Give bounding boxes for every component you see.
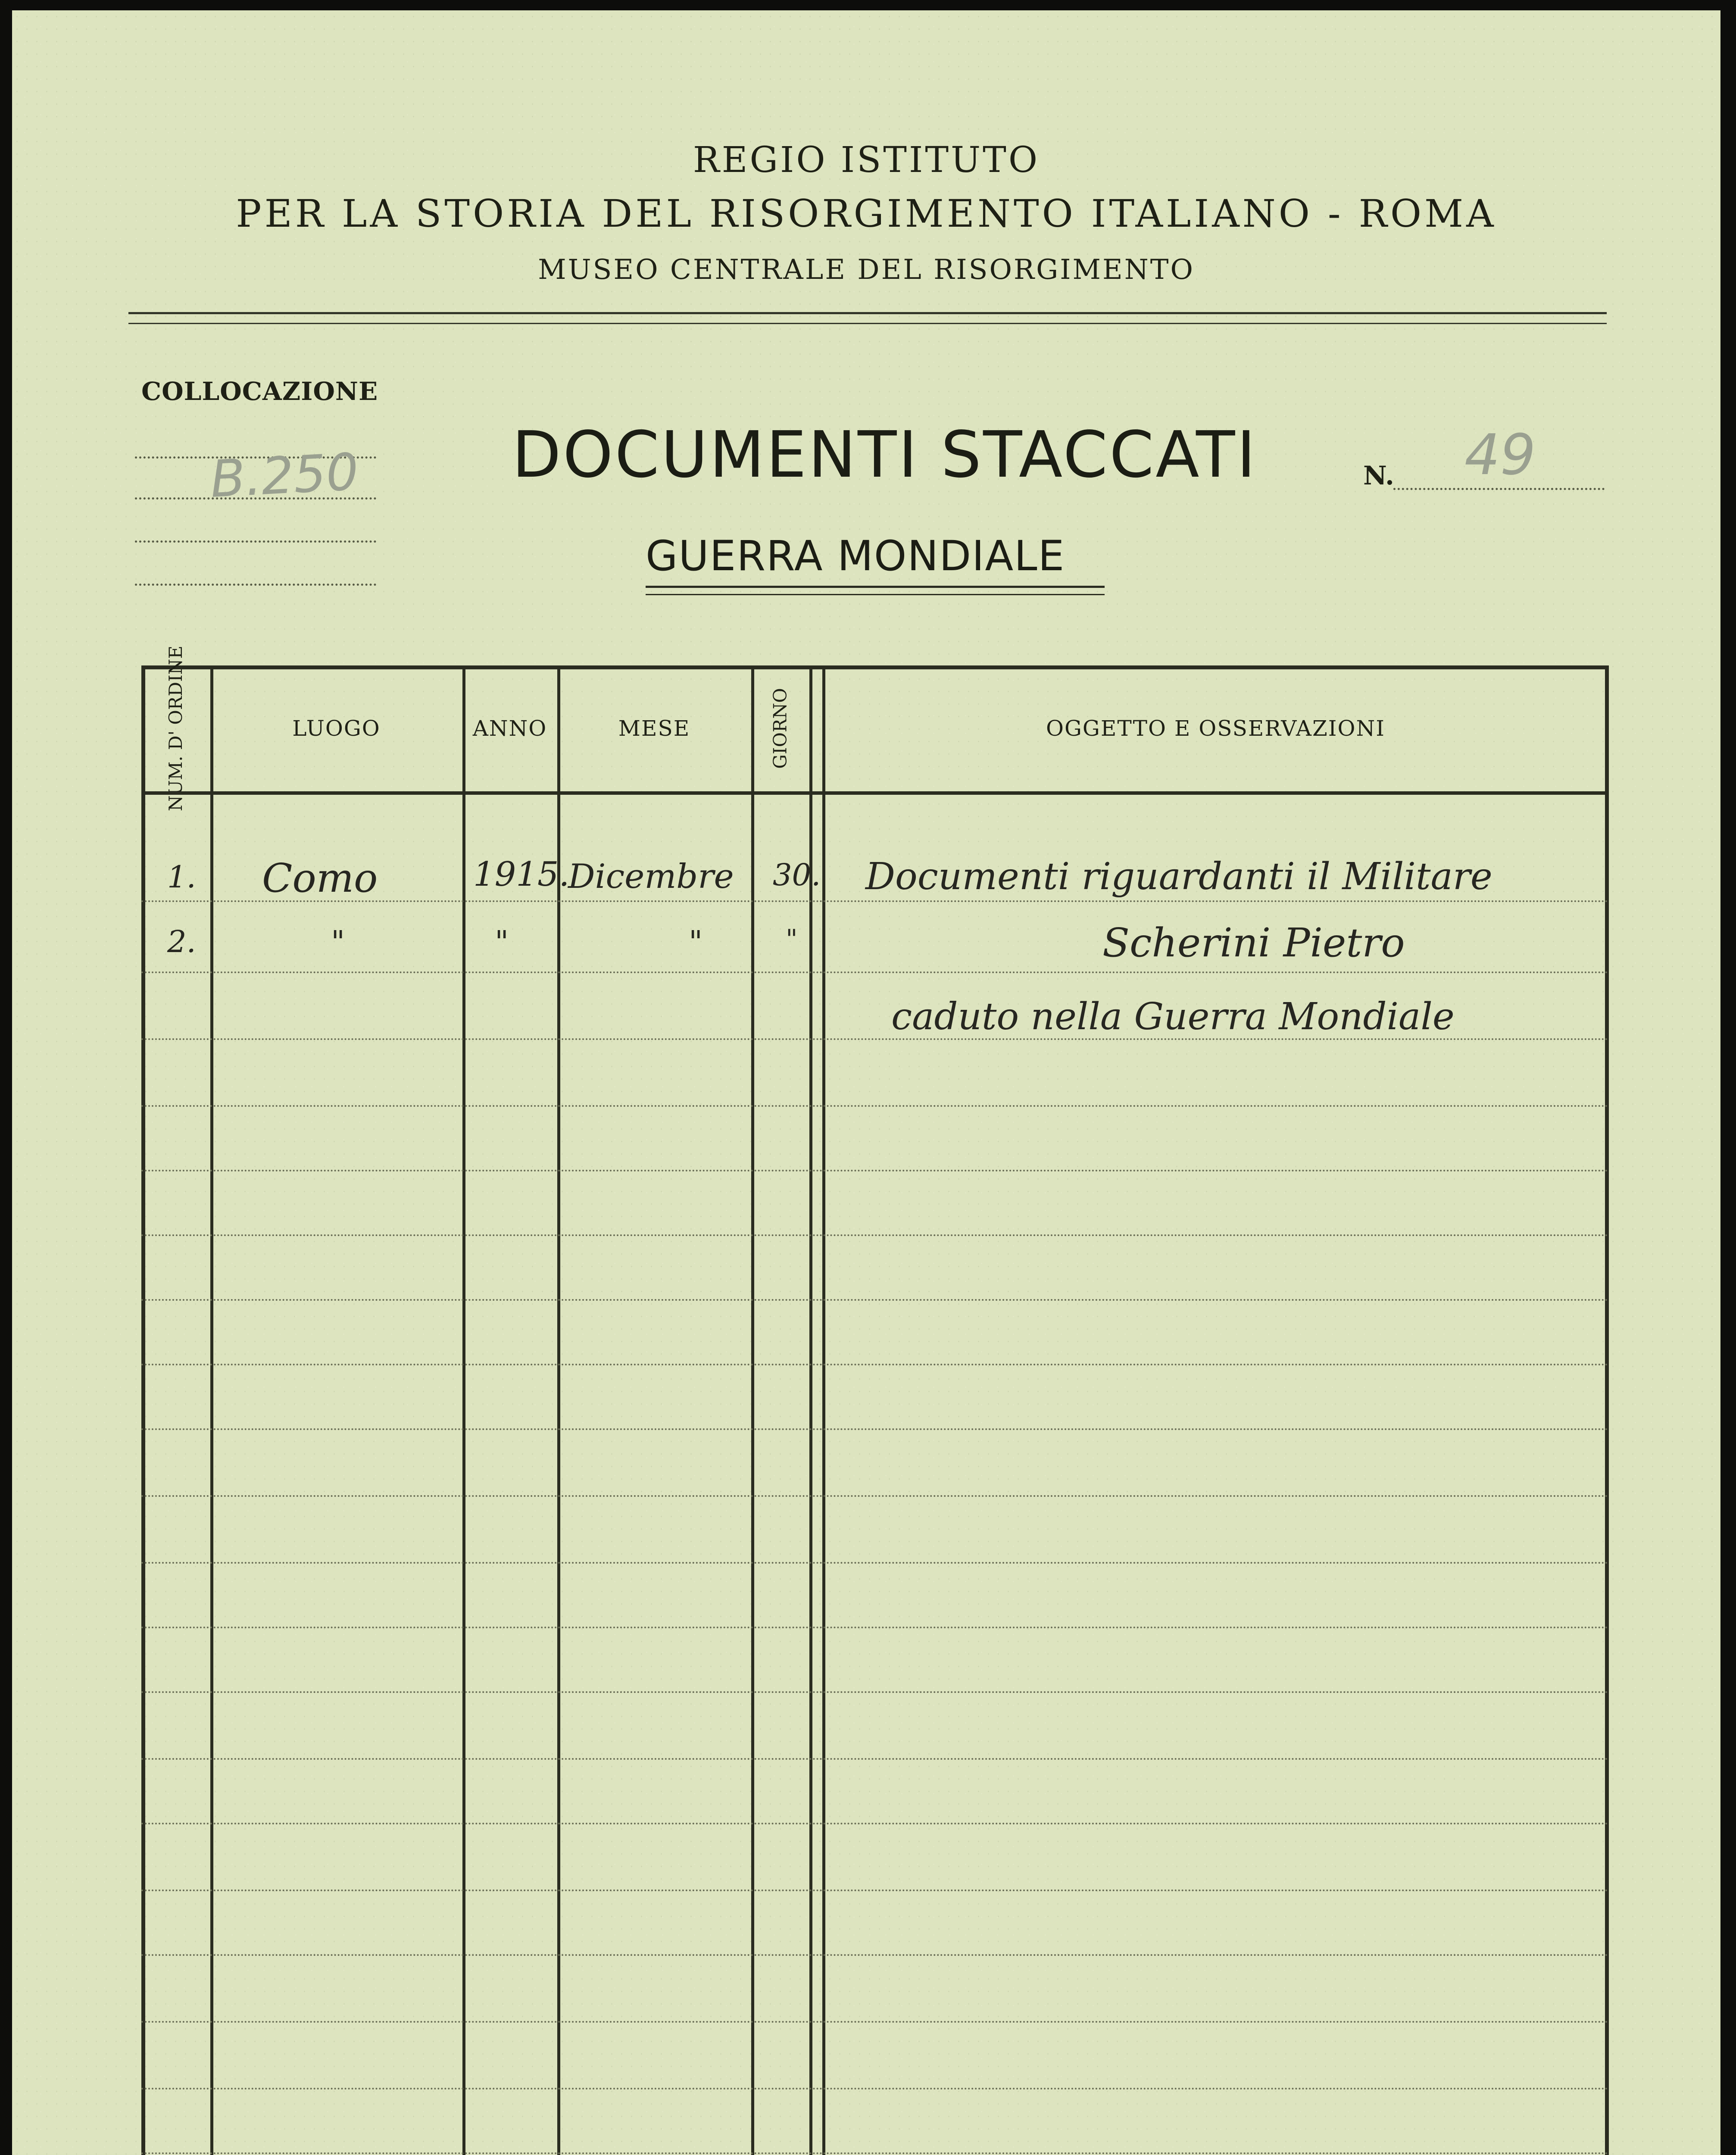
number-line xyxy=(1393,488,1605,490)
row-rule xyxy=(141,1495,1609,1497)
header-line-2: PER LA STORIA DEL RISORGIMENTO ITALIANO - ROMA xyxy=(236,191,1497,236)
col-divider-mese xyxy=(751,665,754,2155)
row-rule xyxy=(141,1758,1609,1760)
row-rule xyxy=(141,1234,1609,1236)
row2-mese: " xyxy=(689,924,703,959)
header-bottom-rule xyxy=(141,791,1609,795)
collocazione-line-3 xyxy=(135,540,376,543)
row-rule xyxy=(141,1105,1609,1107)
col-divider-luogo xyxy=(462,665,465,2155)
row1-luogo: Como xyxy=(262,855,378,901)
row-rule xyxy=(141,1691,1609,1693)
row-rule xyxy=(141,1364,1609,1365)
row1-mese: Dicembre xyxy=(568,857,734,896)
collocazione-line-4 xyxy=(135,584,376,586)
row1-giorno: 30. xyxy=(773,857,821,893)
row-rule xyxy=(141,1170,1609,1171)
header-num: NUM. D' ORDINE xyxy=(165,645,186,812)
col-divider-num xyxy=(210,665,213,2155)
row-rule xyxy=(141,1954,1609,1956)
row2-oggetto: Scherini Pietro xyxy=(1102,920,1405,966)
number-label: N. xyxy=(1363,461,1394,491)
header-luogo: LUOGO xyxy=(292,716,381,741)
row1-num: 1. xyxy=(167,859,196,895)
row-rule xyxy=(141,1038,1609,1040)
row-rule xyxy=(141,1890,1609,1891)
row3-oggetto: caduto nella Guerra Mondiale xyxy=(891,995,1455,1038)
row-rule xyxy=(141,1823,1609,1824)
row-rule xyxy=(141,971,1609,973)
row1-anno: 1915. xyxy=(473,855,570,894)
header-mese: MESE xyxy=(618,716,690,741)
header-num-cell xyxy=(141,645,210,812)
row-rule xyxy=(141,1627,1609,1628)
row2-anno: " xyxy=(495,924,509,959)
document-title: DOCUMENTI STACCATI xyxy=(512,418,1258,492)
subtitle-underline xyxy=(646,586,1105,595)
header-line-3: MUSEO CENTRALE DEL RISORGIMENTO xyxy=(538,254,1195,286)
header-giorno: GIORNO xyxy=(769,688,791,769)
header-giorno-cell xyxy=(751,665,809,791)
header-line-1: REGIO ISTITUTO xyxy=(693,140,1040,181)
row-rule xyxy=(141,1562,1609,1564)
collocazione-value: B.250 xyxy=(209,442,360,509)
header-oggetto: OGGETTO E OSSERVAZIONI xyxy=(1046,716,1386,741)
header-divider xyxy=(128,312,1607,324)
collocazione-line-2 xyxy=(135,497,376,500)
collocazione-label: COLLOCAZIONE xyxy=(141,377,378,406)
header-anno: ANNO xyxy=(472,716,547,741)
row-rule xyxy=(141,1428,1609,1430)
row2-num: 2. xyxy=(167,924,196,959)
row-rule xyxy=(141,1299,1609,1301)
register-table xyxy=(141,645,1609,2155)
row-rule xyxy=(141,2088,1609,2089)
row2-giorno: " xyxy=(786,924,798,954)
subtitle: GUERRA MONDIALE xyxy=(646,532,1065,580)
form-sheet xyxy=(12,10,1720,2155)
col-divider-giorno-double xyxy=(822,665,825,2155)
row1-oggetto: Documenti riguardanti il Militare xyxy=(865,855,1492,898)
row2-luogo: " xyxy=(331,924,345,959)
row-rule xyxy=(141,2152,1609,2154)
row-rule xyxy=(141,2021,1609,2023)
number-value: 49 xyxy=(1464,422,1536,487)
